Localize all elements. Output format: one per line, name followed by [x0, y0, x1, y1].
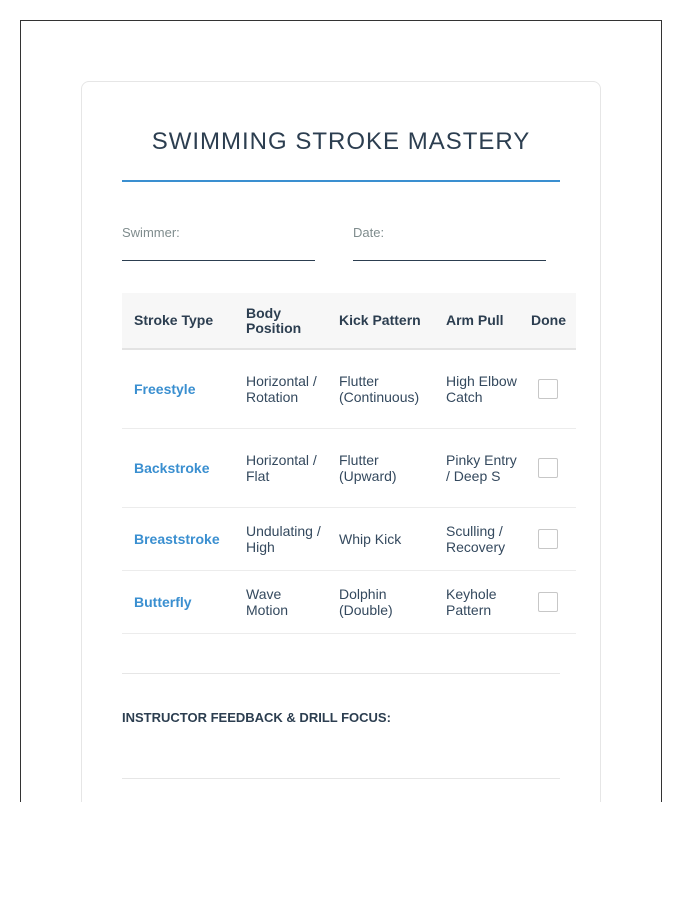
stroke-name: Breaststroke — [122, 507, 234, 570]
kick-pattern: Whip Kick — [327, 507, 434, 570]
kick-pattern: Flutter (Continuous) — [327, 349, 434, 428]
date-input-line[interactable] — [353, 260, 546, 261]
arm-pull: Keyhole Pattern — [434, 570, 519, 633]
page-title: SWIMMING STROKE MASTERY — [151, 128, 531, 155]
page-frame — [20, 20, 662, 802]
done-checkbox[interactable] — [538, 379, 558, 399]
section-divider — [122, 673, 560, 674]
header-kick-pattern: Kick Pattern — [327, 293, 434, 349]
done-checkbox[interactable] — [538, 592, 558, 612]
stroke-name: Freestyle — [122, 349, 234, 428]
stroke-name: Backstroke — [122, 428, 234, 507]
header-done: Done — [519, 293, 576, 349]
table-row — [122, 428, 576, 507]
swimmer-input-line[interactable] — [122, 260, 315, 261]
done-cell — [519, 428, 576, 507]
arm-pull: Pinky Entry / Deep S — [434, 428, 519, 507]
table-header-row — [122, 293, 576, 349]
done-checkbox[interactable] — [538, 529, 558, 549]
done-checkbox[interactable] — [538, 458, 558, 478]
worksheet-card — [81, 81, 601, 802]
feedback-line[interactable] — [122, 778, 560, 779]
date-label: Date: — [353, 225, 385, 240]
date-field[interactable] — [353, 225, 546, 261]
kick-pattern: Flutter (Upward) — [327, 428, 434, 507]
arm-pull: High Elbow Catch — [434, 349, 519, 428]
header-stroke-type: Stroke Type — [122, 293, 234, 349]
table-row — [122, 349, 576, 428]
table-row — [122, 507, 576, 570]
done-cell — [519, 570, 576, 633]
stroke-table — [122, 293, 576, 634]
kick-pattern: Dolphin (Double) — [327, 570, 434, 633]
header-body-position: Body Position — [234, 293, 327, 349]
done-cell — [519, 349, 576, 428]
swimmer-label: Swimmer: — [122, 225, 180, 240]
header-arm-pull: Arm Pull — [434, 293, 519, 349]
body-position: Wave Motion — [234, 570, 327, 633]
body-position: Undulating / High — [234, 507, 327, 570]
instructor-feedback-label: INSTRUCTOR FEEDBACK & DRILL FOCUS: — [122, 710, 391, 725]
arm-pull: Sculling / Recovery — [434, 507, 519, 570]
body-position: Horizontal / Flat — [234, 428, 327, 507]
done-cell — [519, 507, 576, 570]
stroke-name: Butterfly — [122, 570, 234, 633]
title-divider — [122, 180, 560, 182]
swimmer-field[interactable] — [122, 225, 315, 261]
body-position: Horizontal / Rotation — [234, 349, 327, 428]
table-row — [122, 570, 576, 633]
